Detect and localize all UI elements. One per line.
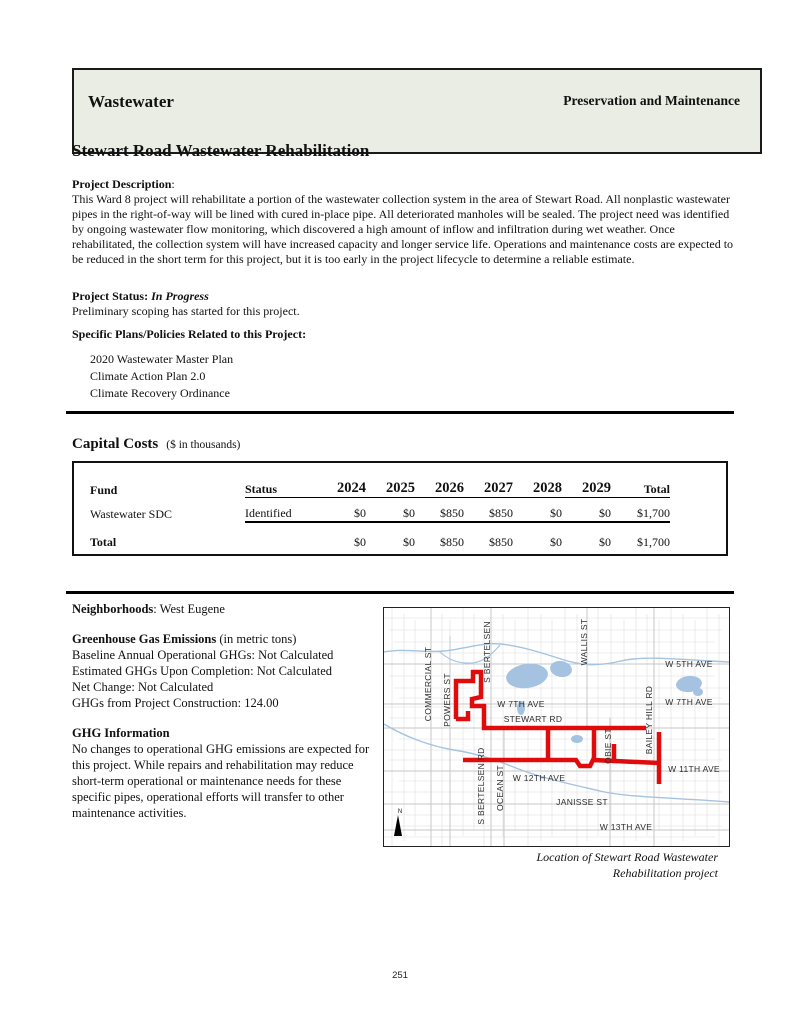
ghg-information-heading: GHG Information [72, 726, 170, 740]
street-label: W 7TH AVE [497, 699, 545, 709]
street-label: OCEAN ST [495, 765, 505, 811]
column-header-year: 2028 [513, 473, 562, 498]
cell-value: $0 [354, 506, 366, 520]
total-value: $0 [513, 522, 562, 550]
map-caption [418, 849, 718, 881]
project-title: Stewart Road Wastewater Rehabilitation [72, 141, 370, 160]
neighborhoods-sep: : [153, 602, 160, 616]
description-sep: : [171, 177, 175, 191]
banner-category: Wastewater [88, 92, 174, 111]
map-svg [384, 608, 729, 846]
column-header-year: 2025 [366, 473, 415, 498]
plan-item: Climate Action Plan 2.0 [90, 369, 206, 383]
plans-heading: Specific Plans/Policies Related to this Project: [72, 327, 307, 341]
street-label: W 13TH AVE [599, 822, 653, 832]
cell-value: $0 [403, 506, 415, 520]
capital-costs-table-box [72, 461, 728, 556]
ghg-emissions-unit-note: (in metric tons) [216, 632, 297, 646]
banner-subcategory: Preservation and Maintenance [563, 93, 740, 108]
pond [505, 661, 550, 691]
column-header-year: 2029 [562, 473, 611, 498]
cell-total: $1,700 [637, 506, 670, 520]
total-grand: $1,700 [611, 522, 670, 550]
cell-value: $0 [550, 506, 562, 520]
status-value: In Progress [151, 289, 209, 303]
cell-value: $850 [440, 506, 464, 520]
location-map [383, 607, 730, 847]
route-lower-branch [463, 760, 659, 766]
plans-section [72, 327, 736, 402]
capital-costs-unit-note: ($ in thousands) [166, 439, 241, 451]
north-arrow [394, 809, 402, 836]
total-value: $0 [366, 522, 415, 550]
capital-costs-title: Capital Costs [72, 436, 159, 452]
capital-costs-heading [72, 436, 240, 453]
plan-item: 2020 Wastewater Master Plan [90, 352, 234, 366]
street-label: COMMERCIAL ST [423, 646, 433, 722]
description-body: This Ward 8 project will rehabilitate a portion of the wastewater collection system in the area of Stewart Road. All nonplastic wastewater pipes in the right-of-way will be lined with cured in-place pipe. All deteriorated manholes will be sealed. The project need was identified by ongoing wastewater flow monitoring, which discovered a high amount of inflow and infiltration during wet weather. Once rehabilitated, the collection system will have increased capacity and longer service life. Operations and maintenance costs are expected to be reduced in the short term for this project, but it is too early in the project lifecycle to determine a reliable estimate. [72, 192, 734, 266]
street-label: W 11TH AVE [668, 764, 720, 774]
total-label: Total [90, 535, 117, 549]
street-label: W 5TH AVE [665, 659, 713, 669]
project-route [456, 672, 659, 784]
caption-line: Rehabilitation project [612, 866, 718, 880]
cell-fund: Wastewater SDC [90, 507, 173, 521]
status-note: Preliminary scoping has started for this project. [72, 304, 300, 318]
street-label: WALLIS ST [579, 618, 589, 666]
page-number: 251 [392, 970, 408, 981]
stream-lower [384, 724, 729, 802]
capital-costs-table [90, 473, 670, 550]
column-header-total: Total [611, 473, 670, 498]
table-total-row [90, 522, 670, 550]
street-labels [423, 619, 720, 832]
pond [571, 735, 583, 743]
column-header-status: Status [245, 473, 317, 498]
street-label: S BERTELSEN RD [476, 747, 486, 825]
cell-status-empty [245, 522, 317, 550]
ghg-line: Net Change: Not Calculated [72, 680, 214, 694]
neighborhoods-line [72, 601, 374, 617]
project-status-section [72, 289, 736, 319]
ghg-information-body: No changes to operational GHG emissions are expected for this project. While repairs and rehabilitation may reduce short-term operational or maintenance needs for these specific pipes, operational efforts will transfer to other maintenance activities. [72, 742, 370, 820]
ghg-line: Baseline Annual Operational GHGs: Not Calculated [72, 648, 334, 662]
cell-status: Identified [245, 506, 292, 520]
total-value: $850 [415, 522, 464, 550]
street-label: S BERTELSEN [482, 621, 492, 683]
section-divider [66, 591, 734, 594]
total-value: $0 [317, 522, 366, 550]
north-label: N [397, 809, 403, 815]
pond [693, 688, 703, 696]
street-label: STEWART RD [503, 714, 563, 724]
street-label: POWERS ST [442, 673, 452, 727]
column-header-fund: Fund [90, 482, 118, 497]
street-label: JANISSE ST [556, 797, 608, 807]
ghg-line: Estimated GHGs Upon Completion: Not Calculated [72, 664, 333, 678]
cell-value: $850 [489, 506, 513, 520]
street-label: OBIE ST [603, 728, 613, 764]
total-value: $0 [562, 522, 611, 550]
section-divider [66, 411, 734, 414]
table-row [90, 498, 670, 523]
description-label: Project Description [72, 177, 172, 191]
column-header-year: 2026 [415, 473, 464, 498]
ghg-emissions-heading-line [72, 631, 374, 647]
neighborhoods-label: Neighborhoods [72, 602, 154, 616]
environment-section [72, 601, 374, 821]
neighborhoods-value: West Eugene [159, 602, 225, 616]
status-sep: : [144, 289, 152, 303]
column-header-year: 2027 [464, 473, 513, 498]
street-label: BAILEY HILL RD [644, 685, 654, 755]
column-header-year: 2024 [317, 473, 366, 498]
street-label: W 7TH AVE [665, 697, 713, 707]
ghg-emissions-heading: Greenhouse Gas Emissions [72, 632, 217, 646]
total-value: $850 [464, 522, 513, 550]
caption-line: Location of Stewart Road Wastewater [536, 850, 718, 864]
project-description-section [72, 177, 736, 267]
plan-item: Climate Recovery Ordinance [90, 386, 230, 400]
cell-value: $0 [599, 506, 611, 520]
ghg-line: GHGs from Project Construction: 124.00 [72, 696, 279, 710]
status-label: Project Status [72, 289, 145, 303]
street-label: W 12TH AVE [512, 773, 566, 783]
table-header-row [90, 473, 670, 498]
